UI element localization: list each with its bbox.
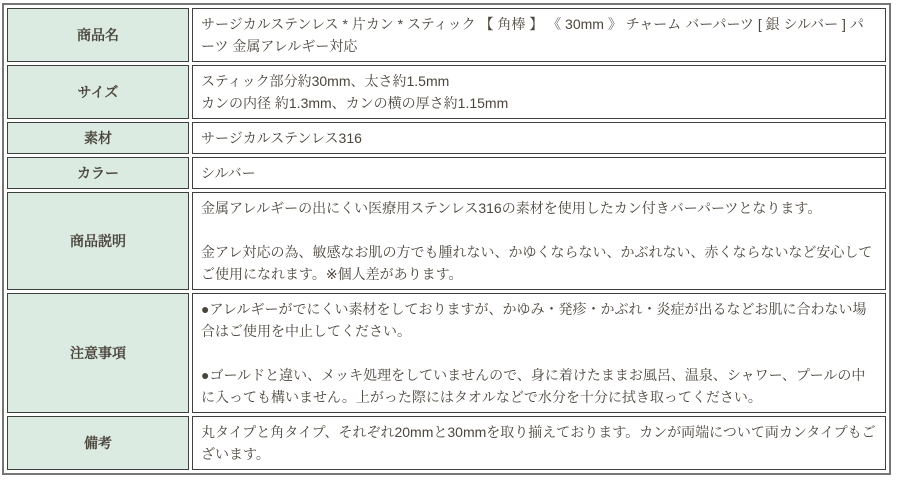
- table-row-product-name: [7, 8, 886, 62]
- color-text: シルバー: [201, 165, 256, 181]
- row-label-product-name: 商品名: [7, 8, 189, 62]
- table-row-size: [7, 65, 886, 119]
- row-label-remarks: 備考: [7, 416, 189, 470]
- description-paragraph-2: 金アレ対応の為、敏感なお肌の方でも腫れない、かゆくならない、かぶれない、赤くならないなど安心してご使用になれます。※個人差があります。: [201, 244, 873, 282]
- row-value-color: [192, 157, 886, 189]
- row-value-cautions: [192, 293, 886, 413]
- row-value-description: [192, 192, 886, 290]
- row-value-material: [192, 122, 886, 154]
- remarks-text: 丸タイプと角タイプ、それぞれ20mmと30mmを取り揃えております。カンが両端について両カンタイプもございます。: [201, 424, 876, 462]
- material-text: サージカルステンレス316: [201, 130, 362, 146]
- row-label-material: 素材: [7, 122, 189, 154]
- row-label-description: 商品説明: [7, 192, 189, 290]
- row-label-size: サイズ: [7, 65, 189, 119]
- table-row-description: [7, 192, 886, 290]
- description-paragraph-1: 金属アレルギーの出にくい医療用ステンレス316の素材を使用したカン付きバーパーツとなります。: [201, 200, 822, 216]
- row-value-remarks: [192, 416, 886, 470]
- row-label-color: カラー: [7, 157, 189, 189]
- size-line-2: カンの内径 約1.3mm、カンの横の厚さ約1.15mm: [201, 95, 509, 111]
- caution-paragraph-1: ●アレルギーがでにくい素材をしておりますが、かゆみ・発疹・かぶれ・炎症が出るなどお肌に合わない場合はご使用を中止してください。: [201, 301, 867, 339]
- table-row-color: [7, 157, 886, 189]
- size-line-1: スティック部分約30mm、太さ約1.5mm: [201, 73, 450, 89]
- caution-paragraph-2: ●ゴールドと違い、メッキ処理をしていませんので、身に着けたままお風呂、温泉、シャワー、プールの中に入っても構いません。上がった際にはタオルなどで水分を十分に拭き取ってください。: [201, 367, 866, 405]
- product-spec-table: [2, 3, 891, 475]
- row-label-cautions: 注意事項: [7, 293, 189, 413]
- row-value-size: [192, 65, 886, 119]
- table-row-cautions: [7, 293, 886, 413]
- table-row-remarks: [7, 416, 886, 470]
- table-row-material: [7, 122, 886, 154]
- product-name-text: サージカルステンレス * 片カン * スティック 【 角棒 】 《 30mm 》 チャーム バーパーツ [ 銀 シルバー ] パーツ 金属アレルギー対応: [201, 16, 864, 54]
- row-value-product-name: [192, 8, 886, 62]
